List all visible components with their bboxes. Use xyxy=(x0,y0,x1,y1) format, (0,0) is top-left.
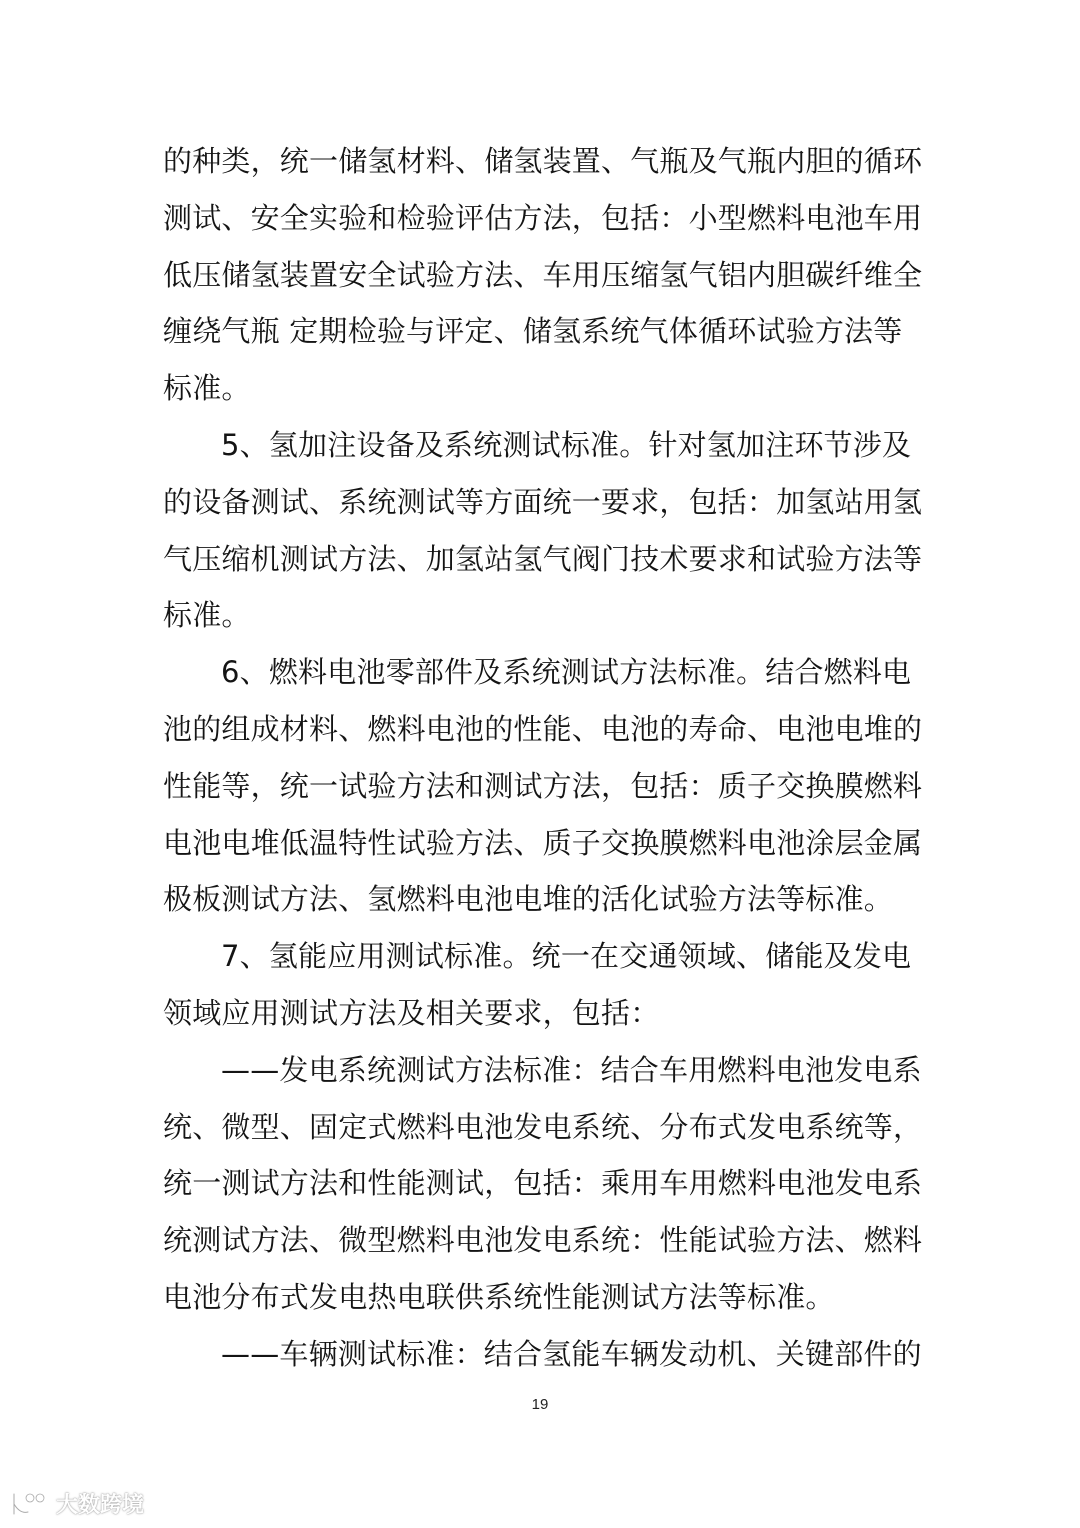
text-line: 极板测试方法、氢燃料电池电堆的活化试验方法等标准。 xyxy=(163,882,894,917)
logo-icon xyxy=(8,1490,50,1518)
text-line: 池的组成材料、燃料电池的性能、电池的寿命、电池电堆的 xyxy=(163,711,923,746)
text-line: 气压缩机测试方法、加氢站氢气阀门技术要求和试验方法等 xyxy=(163,541,923,576)
page-number: 19 xyxy=(531,1396,549,1413)
text-line: 统测试方法、微型燃料电池发电系统：性能试验方法、燃料 xyxy=(163,1223,923,1258)
text-line: 性能等，统一试验方法和测试方法，包括：质子交换膜燃料 xyxy=(163,768,923,803)
text-line: 标准。 xyxy=(163,598,251,633)
sub-item-vehicle: ——车辆测试标准：结合氢能车辆发动机、关键部件的 xyxy=(221,1336,922,1371)
paragraph-heading-7: 7、氢能应用测试标准。统一在交通领域、储能及发电 xyxy=(221,939,912,974)
text-line: 标准。 xyxy=(163,371,251,406)
text-line: 电池分布式发电热电联供系统性能测试方法等标准。 xyxy=(163,1279,835,1314)
text-line: 的种类，统一储氢材料、储氢装置、气瓶及气瓶内胆的循环 xyxy=(163,144,923,178)
text-line: 电池电堆低温特性试验方法、质子交换膜燃料电池涂层金属 xyxy=(163,825,923,860)
text-line: 统、微型、固定式燃料电池发电系统、分布式发电系统等， xyxy=(163,1109,923,1144)
text-line: 低压储氢装置安全试验方法、车用压缩氢气铝内胆碳纤维全 xyxy=(163,257,923,292)
text-line: 缠绕气瓶 定期检验与评定、储氢系统气体循环试验方法等 xyxy=(163,314,903,349)
text-line: 统一测试方法和性能测试，包括：乘用车用燃料电池发电系 xyxy=(163,1166,923,1201)
watermark-text: 大数跨境 xyxy=(56,1493,145,1518)
sub-item-power-generation: ——发电系统测试方法标准：结合车用燃料电池发电系 xyxy=(221,1052,922,1087)
text-line: 测试、安全实验和检验评估方法，包括：小型燃料电池车用 xyxy=(163,200,923,235)
text-line: 的设备测试、系统测试等方面统一要求，包括：加氢站用氢 xyxy=(163,484,923,519)
paragraph-heading-5: 5、氢加注设备及系统测试标准。针对氢加注环节涉及 xyxy=(221,427,912,462)
paragraph-heading-6: 6、燃料电池零部件及系统测试方法标准。结合燃料电 xyxy=(221,655,912,690)
body-text xyxy=(163,133,923,1383)
watermark xyxy=(8,1488,144,1519)
text-line: 领域应用测试方法及相关要求，包括： xyxy=(163,995,660,1030)
